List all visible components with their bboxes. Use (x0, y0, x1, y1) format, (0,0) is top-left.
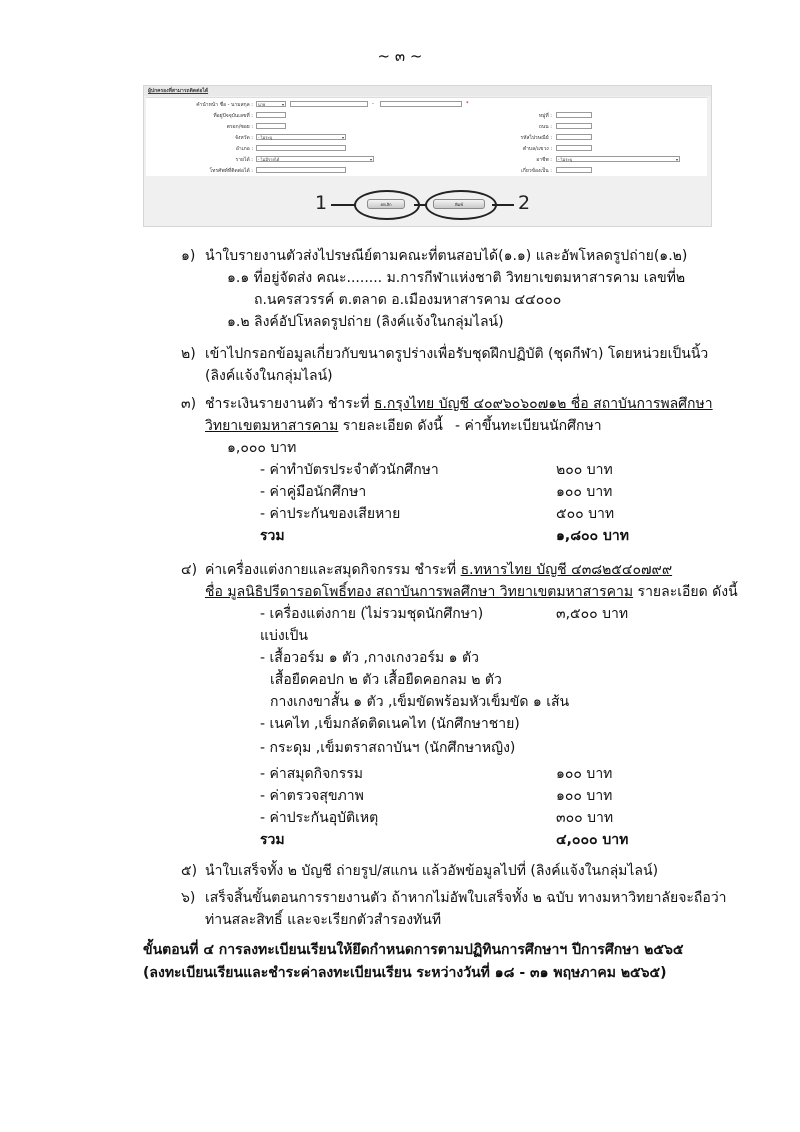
label-alley: ตรอก/ซอย : (226, 124, 253, 130)
income-select[interactable]: - ไม่มีรายได้ ▾ (256, 156, 374, 162)
item-3-fee-3-amount: ๕๐๐ บาท (556, 506, 615, 522)
callout-line-middle (414, 204, 426, 206)
cancel-button[interactable]: ยกเลิก (367, 199, 405, 209)
label-occupation: อาชีพ : (536, 157, 552, 163)
label-subdistrict: ตำบล/แขวง : (522, 146, 552, 152)
alley-input[interactable] (256, 123, 286, 129)
item-3-total-label: รวม (260, 528, 285, 544)
item-4-list-4: - เนคไท ,เข็มกลัดติดเนคไท (นักศึกษาชาย) (260, 716, 520, 732)
item-5-number: ๕) (181, 863, 198, 879)
item-4-bank-account: ธ.ทหารไทย บัญชี ๔๓๘๒๕๔๐๗๙๙ (460, 562, 673, 578)
item-3-first-fee-label: - ค่าขึ้นทะเบียนนักศึกษา (455, 418, 602, 434)
form-body (146, 97, 707, 176)
item-6-number: ๖) (181, 890, 196, 906)
label-road: ถนน : (538, 124, 552, 130)
label-moo: หมู่ที่ : (538, 113, 552, 119)
subdistrict-input[interactable] (556, 145, 592, 151)
item-1-1-line-2: ถ.นครสวรรค์ ต.ตลาด อ.เมืองมหาสารคาม ๔๔๐๐๐ (254, 292, 562, 308)
item-4-number: ๔) (181, 562, 198, 578)
last-name-input[interactable] (380, 101, 462, 107)
step-4-line-2: (ลงทะเบียนเรียนและชำระค่าลงทะเบียนเรียน ระหว่างวันที่ ๑๘ - ๓๑ พฤษภาคม ๒๕๖๕) (143, 965, 667, 981)
item-4-fee-3-amount: ๓๐๐ บาท (556, 810, 614, 826)
item-4-fee-1-amount: ๑๐๐ บาท (556, 766, 613, 782)
item-1-text: นำใบรายงานตัวส่งไปรษณีย์ตามคณะที่ตนสอบได้(๑.๑) และอัพโหลดรูปถ่าย(๑.๒) (205, 248, 688, 264)
house-no-input[interactable] (256, 112, 286, 118)
item-3-fee-2-label: - ค่าคู่มือนักศึกษา (260, 484, 367, 500)
first-name-input[interactable] (290, 101, 368, 107)
label-district: อำเภอ : (235, 146, 253, 152)
item-4-fee-2-amount: ๑๐๐ บาท (556, 788, 613, 804)
item-4-list-2: เสื้อยืดคอปก ๒ ตัว เสื้อยืดคอกลม ๒ ตัว (270, 672, 502, 688)
form-header (144, 86, 711, 96)
item-4-detail: รายละเอียด ดังนี้ (633, 584, 738, 600)
item-3-fee-1-amount: ๒๐๐ บาท (556, 462, 613, 478)
item-3-line-1 (205, 395, 713, 413)
callout-number-1: 1 (315, 192, 328, 214)
item-4-prefix: ค่าเครื่องแต่งกายและสมุดกิจกรรม ชำระที่ (205, 562, 461, 578)
item-4-fee-3-label: - ค่าประกันอุบัติเหตุ (260, 810, 379, 826)
item-4-fee-2-label: - ค่าตรวจสุขภาพ (260, 788, 364, 804)
label-province: จังหวัด : (235, 135, 253, 141)
item-4-uniform-amount: ๓,๕๐๐ บาท (556, 606, 629, 622)
item-4-line-2 (205, 583, 738, 601)
item-3-first-fee-amount: ๑,๐๐๐ บาท (227, 440, 297, 456)
item-4-fee-1-label: - ค่าสมุดกิจกรรม (260, 766, 364, 782)
item-2-line-2: (ลิงค์แจ้งในกลุ่มไลน์) (205, 368, 333, 384)
callout-number-2: 2 (518, 192, 531, 214)
item-1-1-line-1: ๑.๑ ที่อยู่จัดส่ง คณะ........ ม.การกีฬาแห่งชาติ วิทยาเขตมหาสารคาม เลขที่๒ (227, 270, 686, 286)
prefix-select[interactable]: นาย ▾ (256, 101, 286, 107)
guardian-form-screenshot (143, 85, 712, 227)
label-postcode: รหัสไปรษณีย์ : (520, 135, 552, 141)
label-house-no: ที่อยู่ปัจจุบันเลขที่ : (213, 113, 253, 119)
item-4-account-name: ชื่อ มูลนิธิปรีดารอดโพธิ์ทอง สถาบันการพลศึกษา วิทยาเขตมหาสารคาม (205, 584, 634, 600)
item-3-prefix: ชำระเงินรายงานตัว ชำระที่ (205, 396, 374, 412)
callout-oval-2 (425, 190, 497, 220)
step-4-line-1: ขั้นตอนที่ ๔ การลงทะเบียนเรียนให้ยึดกำหนดการตามปฏิทินการศึกษาฯ ปีการศึกษา ๒๕๖๕ (143, 942, 684, 958)
occupation-select[interactable]: - ไม่ระบุ ▾ (556, 156, 680, 162)
item-1-number: ๑) (181, 248, 196, 264)
item-3-number: ๓) (181, 396, 197, 412)
item-3-line-2 (205, 417, 443, 435)
district-input[interactable] (256, 145, 346, 151)
item-4-uniform-label: - เครื่องแต่งกาย (ไม่รวมชุดนักศึกษา) (260, 606, 484, 622)
label-prefix-name: คำนำหน้า ชื่อ - นามสกุล : (196, 102, 253, 108)
moo-input[interactable] (556, 112, 592, 118)
name-dash: - (372, 101, 374, 107)
item-2-line-1: เข้าไปกรอกข้อมูลเกี่ยวกับขนาดรูปร่างเพื่อรับชุดฝึกปฏิบัติ (ชุดกีฬา) โดยหน่วยเป็นนิ้ว (205, 346, 709, 362)
item-4-total-label: รวม (260, 832, 285, 848)
postcode-input[interactable] (556, 134, 592, 140)
callout-line-2 (492, 204, 514, 206)
label-relationship: เกี่ยวข้องเป็น : (521, 168, 552, 174)
item-2-number: ๒) (181, 346, 196, 362)
page-number: ~ ๓ ~ (377, 47, 423, 65)
item-4-divided: แบ่งเป็น (260, 628, 308, 644)
item-1-2-text: ๑.๒ ลิงค์อัปโหลดรูปถ่าย (ลิงค์แจ้งในกลุ่มไลน์) (227, 314, 504, 330)
callout-line-1 (331, 204, 355, 206)
print-button[interactable]: พิมพ์ (433, 199, 485, 209)
item-4-total-amount: ๔,๐๐๐ บาท (556, 832, 629, 848)
label-phone: โทรศัพท์ที่ติดต่อได้ : (209, 168, 253, 174)
item-4-list-1: - เสื้อวอร์ม ๑ ตัว ,กางเกงวอร์ม ๑ ตัว (260, 650, 479, 666)
form-title: ผู้ปกครองที่สามารถติดต่อได้ (148, 88, 209, 94)
item-3-bank-account: ธ.กรุงไทย บัญชี ๔๐๙๖๐๖๐๗๑๒ ชื่อ สถาบันการพลศึกษา (373, 396, 713, 412)
callout-oval-1 (354, 190, 420, 220)
item-6-line-1: เสร็จสิ้นขั้นตอนการรายงานตัว ถ้าหากไม่อัพใบเสร็จทั้ง ๒ ฉบับ ทางมหาวิทยาลัยจะถือว่า (205, 890, 727, 906)
item-4-list-5: - กระดุม ,เข็มตราสถาบันฯ (นักศึกษาหญิง) (260, 740, 516, 756)
item-6-line-2: ท่านสละสิทธิ์ และจะเรียกตัวสำรองทันที (205, 912, 442, 928)
item-3-account-name-cont: วิทยาเขตมหาสารคาม (205, 418, 339, 434)
item-5-text: นำใบเสร็จทั้ง ๒ บัญชี ถ่ายรูป/สแกน แล้วอัพข้อมูลไปที่ (ลิงค์แจ้งในกลุ่มไลน์) (205, 863, 659, 879)
item-4-line-1 (205, 561, 672, 579)
province-select[interactable]: - ไม่ระบุ ▾ (256, 134, 346, 140)
road-input[interactable] (556, 123, 592, 129)
item-3-total-amount: ๑,๘๐๐ บาท (556, 528, 629, 544)
item-3-fee-2-amount: ๑๐๐ บาท (556, 484, 613, 500)
relationship-input[interactable] (556, 167, 592, 173)
item-4-list-3: กางเกงขาสั้น ๑ ตัว ,เข็มขัดพร้อมหัวเข็มขัด ๑ เส้น (270, 694, 570, 710)
item-3-detail: รายละเอียด ดังนี้ (338, 418, 443, 434)
phone-input[interactable] (256, 167, 346, 173)
item-3-fee-3-label: - ค่าประกันของเสียหาย (260, 506, 401, 522)
item-3-fee-1-label: - ค่าทำบัตรประจำตัวนักศึกษา (260, 462, 439, 478)
label-income: รายได้ : (235, 157, 253, 163)
required-star: * (466, 101, 469, 107)
